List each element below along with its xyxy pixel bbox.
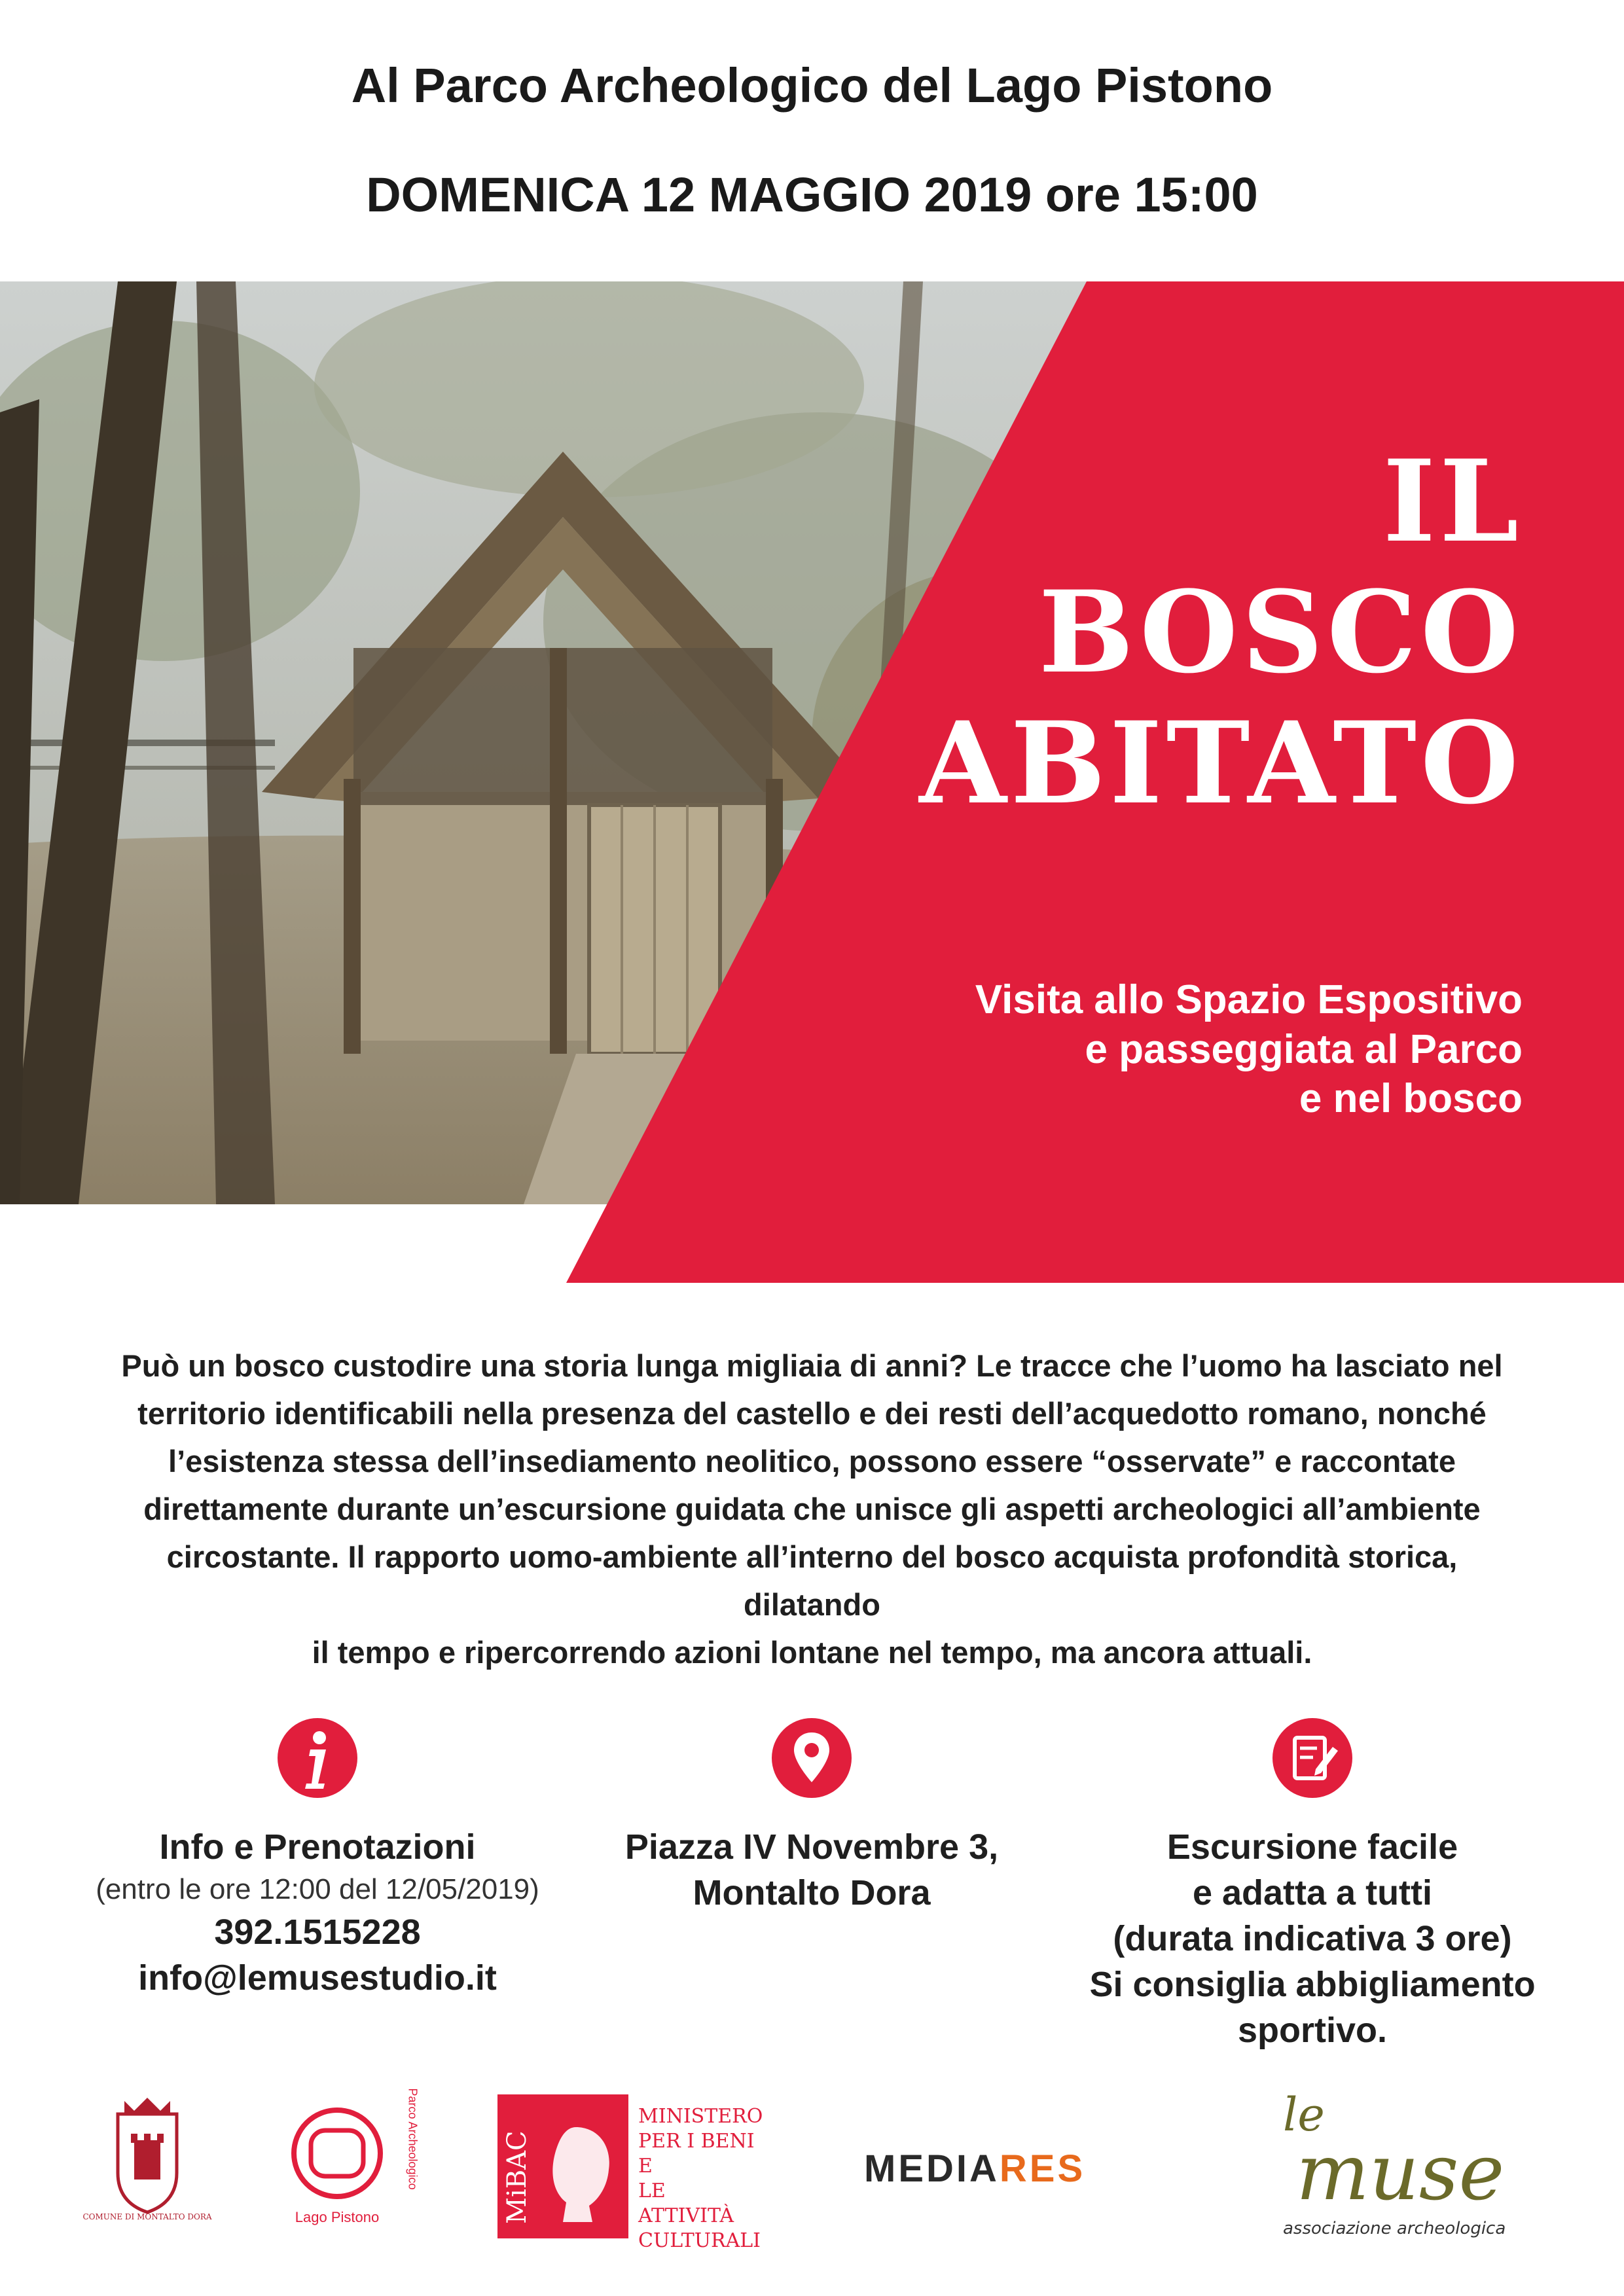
mibac-label: MiBAC <box>502 2130 532 2224</box>
title-line-3: ABITATO <box>919 696 1523 829</box>
comune-label: COMUNE DI MONTALTO DORA <box>82 2212 212 2221</box>
description-line: Può un bosco custodire una storia lunga migliaia di anni? Le tracce che l’uomo ha lasciato nel <box>121 1348 1503 1383</box>
phone-number[interactable]: 392.1515228 <box>214 1912 421 1952</box>
title-line-2: BOSCO <box>1038 565 1523 698</box>
booking-deadline-note: (entro le ore 12:00 del 12/05/2019) <box>96 1873 539 1905</box>
description-line: l’esistenza stessa dell’insediamento neolitico, possono essere “osservate” e raccontate <box>168 1444 1456 1479</box>
description-line: circostante. Il rapporto uomo-ambiente all’interno del bosco acquista profondità storica, dilatando <box>166 1539 1458 1622</box>
mediares-part-1: MEDIA <box>864 2147 1000 2190</box>
info-title: Info e Prenotazioni <box>159 1827 476 1867</box>
ministero-text <box>638 2104 766 2253</box>
description-line: il tempo e ripercorrendo azioni lontane nel tempo, ma ancora attuali. <box>312 1635 1312 1670</box>
excursion-column <box>1057 1718 1568 2053</box>
muse-subtitle: associazione archeologica <box>1283 2219 1506 2238</box>
location-pin-icon <box>772 1718 852 1798</box>
event-date: DOMENICA 12 MAGGIO 2019 ore 15:00 <box>366 168 1258 222</box>
excursion-line: (durata indicativa 3 ore) <box>1113 1919 1512 1958</box>
muse-word: muse <box>1296 2127 1505 2217</box>
mediares-logo <box>864 2147 1085 2191</box>
description-line: direttamente durante un’escursione guidata che unisce gli aspetti archeologici all’ambiente <box>143 1492 1481 1526</box>
mibac-logo <box>497 2094 766 2252</box>
subtitle-line-2: e passeggiata al Parco <box>1085 1026 1523 1072</box>
subtitle-line-3: e nel bosco <box>1299 1076 1523 1122</box>
lago-pistono-logo <box>288 2104 386 2202</box>
excursion-line: e adatta a tutti <box>1192 1873 1433 1912</box>
le-muse-logo <box>1276 2088 1538 2245</box>
address-line-2: Montalto Dora <box>693 1873 931 1912</box>
edit-note-icon <box>1272 1718 1352 1798</box>
event-subtitle <box>803 975 1523 1124</box>
subtitle-line-1: Visita allo Spazio Espositivo <box>975 977 1523 1022</box>
excursion-line: sportivo. <box>1237 2011 1388 2050</box>
lago-pistono-label: Lago Pistono <box>295 2209 380 2225</box>
ministero-line: MINISTERO <box>638 2105 763 2128</box>
ministero-line: CULTURALI <box>638 2229 761 2252</box>
comune-crest-logo <box>98 2094 196 2232</box>
description-line: territorio identificabili nella presenza del castello e dei resti dell’acquedotto romano, nonché <box>137 1396 1487 1431</box>
excursion-line: Si consiglia abbigliamento <box>1089 1965 1536 2004</box>
title-line-1: IL <box>1382 435 1523 567</box>
info-icon <box>278 1718 357 1798</box>
venue-heading: Al Parco Archeologico del Lago Pistono <box>351 58 1273 113</box>
sponsor-logos <box>0 2081 1624 2258</box>
info-column <box>62 1718 573 2001</box>
location-column <box>556 1718 1067 1916</box>
ministero-line: LE ATTIVITÀ <box>638 2179 734 2227</box>
muse-le: le <box>1283 2088 1325 2142</box>
parco-label: Parco Archeologico <box>406 2088 420 2190</box>
hero-section <box>0 281 1624 1283</box>
email-link[interactable]: info@lemusestudio.it <box>138 1958 497 1998</box>
mediares-part-2: RES <box>999 2147 1086 2190</box>
event-description <box>98 1342 1526 1676</box>
excursion-line: Escursione facile <box>1166 1827 1458 1867</box>
address-line-1: Piazza IV Novembre 3, <box>624 1827 999 1867</box>
statue-head-icon <box>537 2121 622 2225</box>
ministero-line: PER I BENI E <box>638 2130 755 2178</box>
